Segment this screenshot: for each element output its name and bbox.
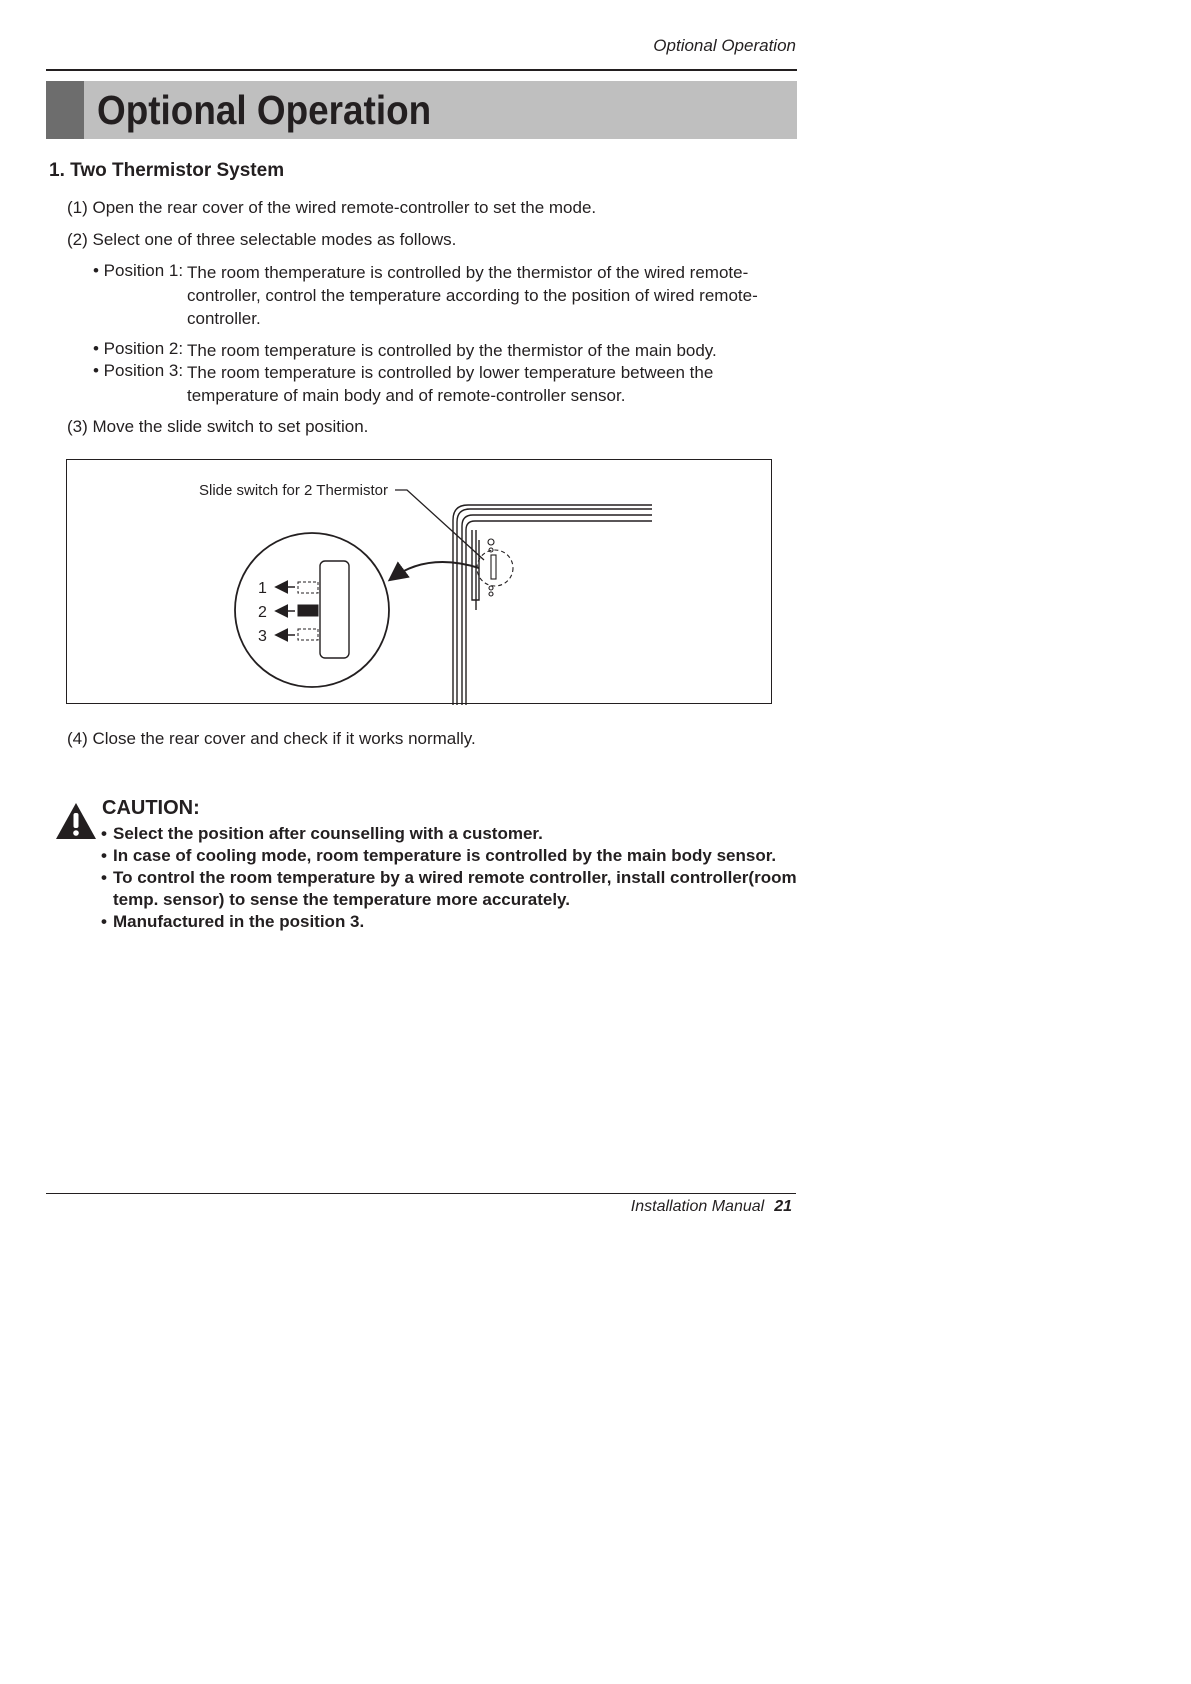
caution-title: CAUTION: bbox=[102, 797, 200, 819]
callout-label: Slide switch for 2 Thermistor bbox=[199, 482, 388, 499]
slide-switch-diagram bbox=[66, 459, 772, 704]
magnified-switch-circle bbox=[235, 533, 389, 687]
position-2-label: • Position 2: bbox=[93, 339, 184, 358]
page-title: Optional Operation bbox=[97, 87, 432, 133]
step-3: (3) Move the slide switch to set position. bbox=[67, 417, 369, 436]
footer-rule bbox=[46, 1193, 796, 1194]
step-4: (4) Close the rear cover and check if it works normally. bbox=[67, 729, 476, 748]
page-number: 21 bbox=[774, 1198, 792, 1215]
position-1-text: The room themperature is controlled by the thermistor of the wired remote-controller, control the temperature according to the position of wired remote-controller. bbox=[187, 263, 758, 328]
callout-leader-line bbox=[395, 490, 484, 560]
position-3-text: The room temperature is controlled by lower temperature between the temperature of main body and of remote-controller sensor. bbox=[187, 363, 714, 405]
position-number-3: 3 bbox=[258, 628, 267, 645]
title-tab-marker bbox=[46, 81, 84, 139]
title-banner bbox=[46, 81, 797, 139]
bullet-dot-icon: • bbox=[101, 824, 107, 843]
position-2-text: The room temperature is controlled by the thermistor of the main body. bbox=[187, 341, 717, 360]
switch-detail-small bbox=[477, 539, 513, 596]
running-header: Optional Operation bbox=[653, 36, 796, 55]
position-3-label: • Position 3: bbox=[93, 361, 184, 380]
header-rule bbox=[46, 69, 797, 71]
bullet-dot-icon: • bbox=[101, 912, 107, 931]
manual-name: Installation Manual bbox=[630, 1198, 765, 1215]
position-number-2: 2 bbox=[258, 604, 267, 621]
bullet-dot-icon: • bbox=[101, 846, 107, 865]
step-2: (2) Select one of three selectable modes as follows. bbox=[67, 230, 457, 249]
step-1: (1) Open the rear cover of the wired remote-controller to set the mode. bbox=[67, 198, 597, 217]
section-heading: 1. Two Thermistor System bbox=[49, 160, 285, 181]
page-footer bbox=[46, 1198, 792, 1216]
switch-position-2-active bbox=[298, 605, 318, 616]
position-1-label: • Position 1: bbox=[93, 261, 184, 280]
position-number-1: 1 bbox=[258, 580, 267, 597]
bullet-dot-icon: • bbox=[101, 868, 107, 887]
remote-controller-housing bbox=[453, 505, 652, 705]
warning-triangle-icon bbox=[55, 802, 97, 840]
